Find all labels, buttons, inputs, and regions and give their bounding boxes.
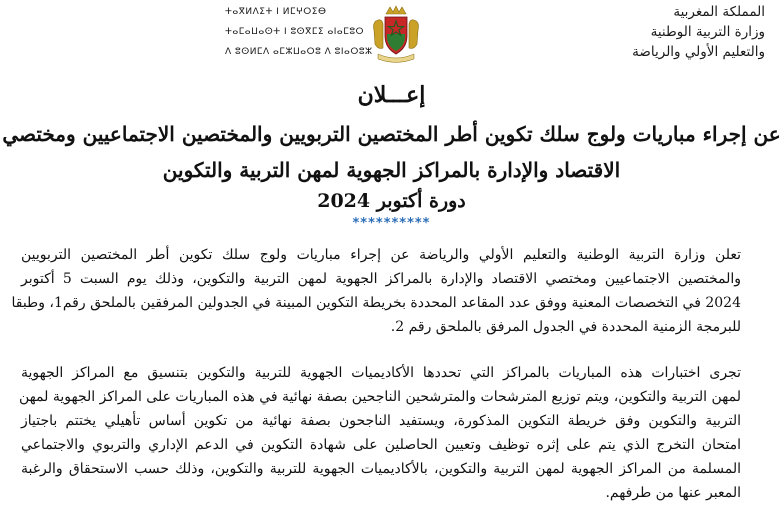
announcement-title: إعـــلان [357, 82, 426, 108]
paragraph-line: لمهن التربية والتكوين، ويتم توزيع المترشحات والمترشحين الناجحين بصفة نهائية في هذه المباريات على المراكز الجهوية لمهن [18, 389, 741, 405]
paragraph-announcement [11, 243, 741, 339]
paragraph-line: تجرى اختبارات هذه المباريات بالمراكز التي تحددها الأكاديميات الجهوية للتربية والتكوين بتنسيق مع المراكز الجهوية [21, 365, 741, 381]
ministry-header-tifinagh [225, 2, 373, 62]
header-tifinagh-line: ⵜⴰⴳⵍⴷⵉⵜ ⵏ ⵍⵎⵖⵔⵉⴱ [225, 7, 327, 17]
header-arabic-line: المملكة المغربية [673, 4, 765, 20]
paragraph-line: المعبر عنها من طرفهم. [605, 485, 741, 501]
header-tifinagh-line: ⵜⴰⵎⴰⵡⴰⵙⵜ ⵏ ⵓⵙⴳⵎⵉ ⴰⵏⴰⵎⵓⵔ [225, 27, 365, 37]
header-arabic-line: وزارة التربية الوطنية [650, 24, 765, 40]
separator-stars: ********** [352, 216, 431, 231]
royal-emblem-icon [370, 4, 422, 64]
paragraph-line: المسلمة من المراكز الجهوية لمهن التربية والتكوين، بالأكاديميات الجهوية للتربية والتكوين، وذلك حسب الاستحقاق والرغبة [21, 461, 741, 477]
ministry-header-arabic [575, 2, 765, 62]
announcement-subtitle-line1: عن إجراء مباريات ولوج سلك تكوين أطر المختصين التربويين والمختصين الاجتماعيين ومختصي [2, 122, 781, 146]
header-arabic-line: والتعليم الأولي والرياضة [632, 44, 765, 60]
paragraph-line: 2024 في التخصصات المعنية ووفق عدد المقاعد المحددة بخريطة التكوين المبينة في الجدولين المرفقين بالملحق رقم1، وطبقا [11, 295, 741, 311]
paragraph-exam-details [18, 361, 741, 505]
paragraph-line: امتحان التخرج الذي يتم على إثره توظيف وتعيين الحاصلين على شهادة التكوين في الدعم الإداري والتربوي والاجتماعي [21, 437, 741, 453]
paragraph-line: تعلن وزارة التربية الوطنية والتعليم الأولي والرياضة عن إجراء مباريات ولوج سلك تكوين أطر المختصين التربويين [21, 247, 741, 263]
paragraph-line: والمختصين الاجتماعيين ومختصي الاقتصاد والإدارة بالمراكز الجهوية لمهن التربية والتكوين، وذلك يوم السبت 5 أكتوبر [21, 271, 741, 287]
paragraph-line: التربية والتكوين وفق خريطة التكوين المذكورة، ويستفيد الناجحون بصفة نهائية من تكوين أساس تأهيلي يختتم باجتياز [21, 413, 741, 429]
announcement-subtitle-line2: الاقتصاد والإدارة بالمراكز الجهوية لمهن التربية والتكوين [162, 158, 621, 182]
paragraph-line: للبرمجة الزمنية المحددة في الجدول المرفق بالملحق رقم 2. [390, 319, 741, 335]
header-tifinagh-line: ⴷ ⵓⵙⵍⵎⴷ ⴰⵎⵣⵡⴰⵔⵓ ⴷ ⵓⵏⴰⵔⵓⵣ [225, 47, 373, 57]
session-label: دورة أكتوبر 2024 [317, 190, 466, 212]
